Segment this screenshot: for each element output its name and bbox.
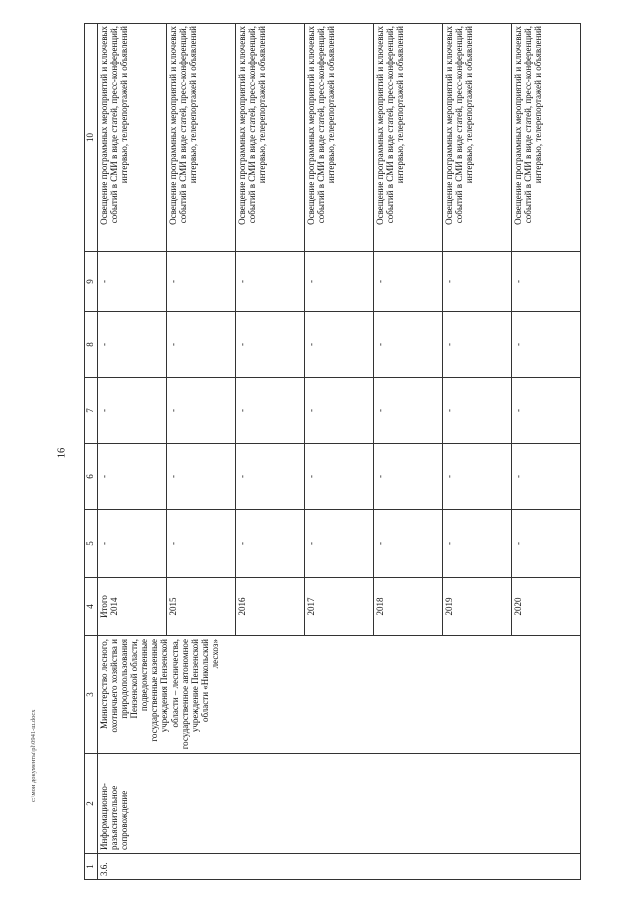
value-cell: - (374, 444, 443, 510)
value-cell: - (443, 252, 512, 312)
column-number: 5 (85, 510, 98, 578)
value-cell: - (305, 252, 374, 312)
value-cell: - (167, 312, 236, 378)
value-cell: - (305, 312, 374, 378)
year-value: 2019 (443, 578, 512, 636)
value-cell: - (305, 444, 374, 510)
value-cell: - (98, 252, 167, 312)
year-value: 2016 (236, 578, 305, 636)
page-number: 16 (56, 447, 68, 459)
value-cell: - (98, 378, 167, 444)
value-cell: - (512, 312, 581, 378)
value-cell: - (167, 510, 236, 578)
value-cell: - (443, 312, 512, 378)
column-number: 9 (85, 252, 98, 312)
value-cell: - (512, 252, 581, 312)
value-cell: - (374, 378, 443, 444)
year-value: 2015 (167, 578, 236, 636)
value-cell: - (98, 444, 167, 510)
column-number: 10 (85, 24, 98, 252)
result-cell: Освещение программных мероприятий и ключевых событий в СМИ в виде статей, пресс-конференций, интервью, телерепортажей и объявлений (98, 24, 167, 252)
value-cell: - (98, 510, 167, 578)
value-cell: - (374, 312, 443, 378)
value-cell: - (443, 378, 512, 444)
value-cell: - (443, 444, 512, 510)
item-executor: Министерство лесного, охотничьего хозяйства и природопользования Пензенской области, подведомственные государственные казенные учреждения Пензенской области – лесничества, государственное автономное учреждение Пензенской области «Никольский лесхоз» (98, 636, 581, 754)
value-cell: - (305, 510, 374, 578)
value-cell: - (167, 378, 236, 444)
value-cell: - (98, 312, 167, 378)
value-cell: - (443, 510, 512, 578)
year-value: 2014 (109, 597, 120, 616)
value-cell: - (236, 252, 305, 312)
year-cell (98, 578, 167, 636)
result-cell: Освещение программных мероприятий и ключевых событий в СМИ в виде статей, пресс-конференций, интервью, телерепортажей и объявлений (374, 24, 443, 252)
value-cell: - (512, 378, 581, 444)
result-cell: Освещение программных мероприятий и ключевых событий в СМИ в виде статей, пресс-конференций, интервью, телерепортажей и объявлений (512, 24, 581, 252)
year-value: 2018 (374, 578, 443, 636)
program-measures-table (84, 23, 581, 880)
value-cell: - (167, 252, 236, 312)
item-number: 3.6. (98, 854, 581, 880)
result-cell: Освещение программных мероприятий и ключевых событий в СМИ в виде статей, пресс-конференций, интервью, телерепортажей и объявлений (305, 24, 374, 252)
column-number-row (85, 24, 98, 880)
total-label: Итого (99, 595, 109, 618)
value-cell: - (512, 444, 581, 510)
value-cell: - (236, 312, 305, 378)
result-cell: Освещение программных мероприятий и ключевых событий в СМИ в виде статей, пресс-конференций, интервью, телерепортажей и объявлений (236, 24, 305, 252)
column-number: 4 (85, 578, 98, 636)
column-number: 7 (85, 378, 98, 444)
value-cell: - (374, 510, 443, 578)
footer-file-path: c:\мои документы\pl\0941-ш.docx (30, 709, 37, 802)
result-cell: Освещение программных мероприятий и ключевых событий в СМИ в виде статей, пресс-конференций, интервью, телерепортажей и объявлений (167, 24, 236, 252)
value-cell: - (236, 444, 305, 510)
result-cell: Освещение программных мероприятий и ключевых событий в СМИ в виде статей, пресс-конференций, интервью, телерепортажей и объявлений (443, 24, 512, 252)
value-cell: - (374, 252, 443, 312)
value-cell: - (236, 378, 305, 444)
column-number: 6 (85, 444, 98, 510)
value-cell: - (305, 378, 374, 444)
column-number: 8 (85, 312, 98, 378)
value-cell: - (236, 510, 305, 578)
year-value: 2017 (305, 578, 374, 636)
value-cell: - (167, 444, 236, 510)
program-table-frame (84, 24, 559, 880)
item-name: Информационно-разъяснительное сопровождение (98, 754, 581, 854)
column-number: 2 (85, 754, 98, 854)
table-row (98, 24, 167, 880)
value-cell: - (512, 510, 581, 578)
year-value: 2020 (512, 578, 581, 636)
column-number: 1 (85, 854, 98, 880)
column-number: 3 (85, 636, 98, 754)
